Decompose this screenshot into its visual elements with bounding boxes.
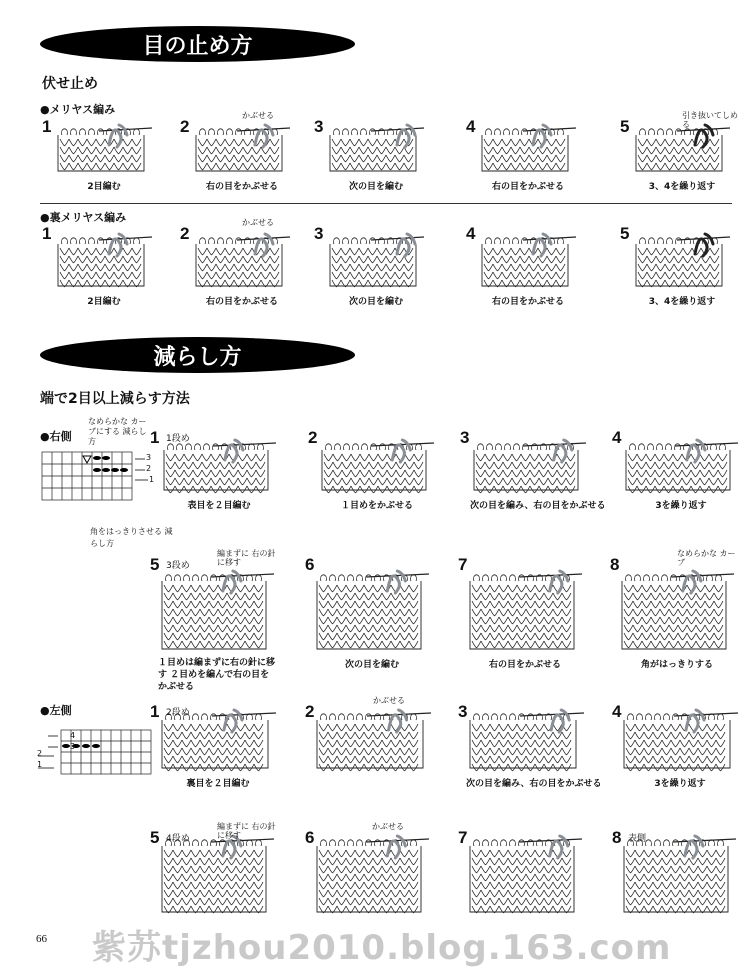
step-number: 2 bbox=[180, 117, 190, 136]
step-number: 7 bbox=[458, 555, 468, 574]
step-number: 2 bbox=[180, 224, 190, 243]
step-caption: 3、4を繰り返す bbox=[648, 182, 716, 192]
row-label: 2段め bbox=[166, 708, 190, 718]
step-caption: 右の目をかぶせる bbox=[205, 297, 278, 307]
step-number: 1 bbox=[150, 702, 160, 721]
step-number: 6 bbox=[305, 828, 315, 847]
step-number: 4 bbox=[612, 428, 622, 447]
step-caption: 右の目をかぶせる bbox=[491, 297, 564, 307]
knitting-swatch-illustration bbox=[313, 702, 433, 772]
chart-row-3: 3 bbox=[146, 453, 152, 462]
knitting-swatch-illustration bbox=[54, 117, 154, 175]
chart-row-1: 1 bbox=[37, 760, 43, 769]
divider bbox=[40, 203, 732, 204]
step-annotation: なめらかな カーブ bbox=[677, 549, 736, 567]
knitting-swatch-illustration bbox=[478, 226, 578, 290]
subsection-title: 端で2目以上減らす方法 bbox=[40, 391, 190, 407]
step-number: 8 bbox=[610, 555, 620, 574]
chart-row-2: 2 bbox=[37, 749, 43, 758]
row-label: 表側 bbox=[628, 834, 647, 844]
step-caption: 次の目を編み、右の目をかぶせる bbox=[466, 779, 602, 789]
knitting-swatch-illustration bbox=[622, 432, 740, 494]
right-side-label: ●右側 bbox=[40, 430, 72, 443]
knitting-swatch-illustration bbox=[158, 828, 276, 916]
step-annotation: 編まずに 右の針に移す bbox=[217, 822, 276, 840]
step-number: 4 bbox=[612, 702, 622, 721]
step-annotation: かぶせる bbox=[372, 822, 404, 831]
step-number: 7 bbox=[458, 828, 468, 847]
step-number: 5 bbox=[150, 555, 160, 574]
knitting-swatch-illustration bbox=[158, 702, 278, 772]
step-number: 3 bbox=[314, 224, 324, 243]
knitting-swatch-illustration bbox=[313, 563, 431, 653]
step-caption: 角がはっきりする bbox=[640, 660, 713, 670]
section-banner-bind-off bbox=[40, 26, 355, 62]
step-caption: 次の目を編む bbox=[348, 297, 403, 307]
step-number: 8 bbox=[612, 828, 622, 847]
left-side-label: ●左側 bbox=[40, 704, 72, 717]
knitting-swatch-illustration bbox=[470, 432, 588, 494]
step-caption: １目めをかぶせる bbox=[340, 501, 413, 511]
step-number: 1 bbox=[42, 224, 52, 243]
step-caption: 2目編む bbox=[87, 182, 121, 192]
section-banner-decrease bbox=[40, 337, 355, 373]
step-number: 1 bbox=[150, 428, 160, 447]
page-number: 66 bbox=[36, 933, 47, 945]
knitting-swatch-illustration bbox=[313, 828, 431, 916]
step-number: 2 bbox=[305, 702, 315, 721]
step-annotation: 引き抜いてしめる bbox=[682, 111, 738, 129]
step-caption: 右の目をかぶせる bbox=[491, 182, 564, 192]
knitting-swatch-illustration bbox=[326, 226, 426, 290]
knitting-swatch-illustration bbox=[192, 117, 292, 175]
knitting-swatch-illustration bbox=[466, 702, 586, 772]
knitting-swatch-illustration bbox=[326, 117, 426, 175]
row-label: 3段め bbox=[166, 561, 190, 571]
knitting-swatch-illustration bbox=[192, 226, 292, 290]
knitting-swatch-illustration bbox=[54, 226, 154, 290]
step-caption: 右の目をかぶせる bbox=[205, 182, 278, 192]
chart-row-1: 1 bbox=[149, 475, 155, 484]
step-number: 6 bbox=[305, 555, 315, 574]
step-caption: 3を繰り返す bbox=[655, 501, 707, 511]
watermark: 紫苏tjzhou2010.blog.163.com bbox=[92, 928, 672, 968]
left-side-chart bbox=[36, 728, 154, 778]
step-number: 5 bbox=[150, 828, 160, 847]
step-number: 4 bbox=[466, 117, 476, 136]
chart-note-sharp: 角をはっきりさせる 減らし方 bbox=[90, 527, 173, 548]
reverse-stockinette-label: ●裏メリヤス編み bbox=[40, 211, 127, 224]
right-side-chart bbox=[40, 450, 155, 505]
subsection-title: 伏せ止め bbox=[42, 76, 98, 92]
knitting-swatch-illustration bbox=[158, 563, 276, 653]
step-caption: 右の目をかぶせる bbox=[488, 660, 561, 670]
section-title: 目の止め方 bbox=[142, 33, 253, 59]
knitting-swatch-illustration bbox=[620, 702, 740, 772]
step-annotation: 編まずに 右の針に移す bbox=[217, 549, 276, 567]
chart-note-smooth: なめらかな カーブにする 減らし方 bbox=[88, 417, 147, 446]
knitting-swatch-illustration bbox=[160, 432, 278, 494]
step-number: 1 bbox=[42, 117, 52, 136]
step-number: 3 bbox=[314, 117, 324, 136]
step-caption: 次の目を編む bbox=[344, 660, 399, 670]
knitting-swatch-illustration bbox=[466, 563, 584, 653]
step-caption: 2目編む bbox=[87, 297, 121, 307]
stockinette-label: ●メリヤス編み bbox=[40, 103, 116, 116]
row-label: 4段め bbox=[166, 834, 190, 844]
step-caption: １目めは編まずに右の針に移す ２目めを編んで右の目をかぶせる bbox=[158, 658, 276, 692]
knitting-swatch-illustration bbox=[618, 563, 736, 653]
step-annotation: かぶせる bbox=[242, 218, 274, 227]
step-number: 5 bbox=[620, 117, 630, 136]
step-number: 2 bbox=[308, 428, 318, 447]
chart-row-3: 3 bbox=[70, 742, 76, 751]
section-title: 減らし方 bbox=[153, 344, 242, 370]
step-caption: 表目を２目編む bbox=[187, 501, 251, 511]
step-annotation: かぶせる bbox=[373, 696, 405, 705]
knitting-swatch-illustration bbox=[478, 117, 578, 175]
step-number: 5 bbox=[620, 224, 630, 243]
step-caption: 次の目を編む bbox=[348, 182, 403, 192]
step-caption: 3、4を繰り返す bbox=[648, 297, 716, 307]
step-number: 3 bbox=[458, 702, 468, 721]
step-number: 4 bbox=[466, 224, 476, 243]
step-number: 3 bbox=[460, 428, 470, 447]
knitting-swatch-illustration bbox=[318, 432, 436, 494]
step-caption: 裏目を２目編む bbox=[186, 779, 250, 789]
chart-row-2: 2 bbox=[146, 464, 152, 473]
knitting-swatch-illustration bbox=[620, 828, 738, 916]
chart-row-4: 4 bbox=[70, 731, 76, 740]
step-annotation: かぶせる bbox=[242, 111, 274, 120]
step-caption: 次の目を編み、右の目をかぶせる bbox=[470, 501, 606, 511]
knitting-swatch-illustration bbox=[466, 828, 584, 916]
knitting-swatch-illustration bbox=[632, 226, 732, 290]
step-caption: 3を繰り返す bbox=[654, 779, 706, 789]
row-label: 1段め bbox=[166, 434, 190, 444]
